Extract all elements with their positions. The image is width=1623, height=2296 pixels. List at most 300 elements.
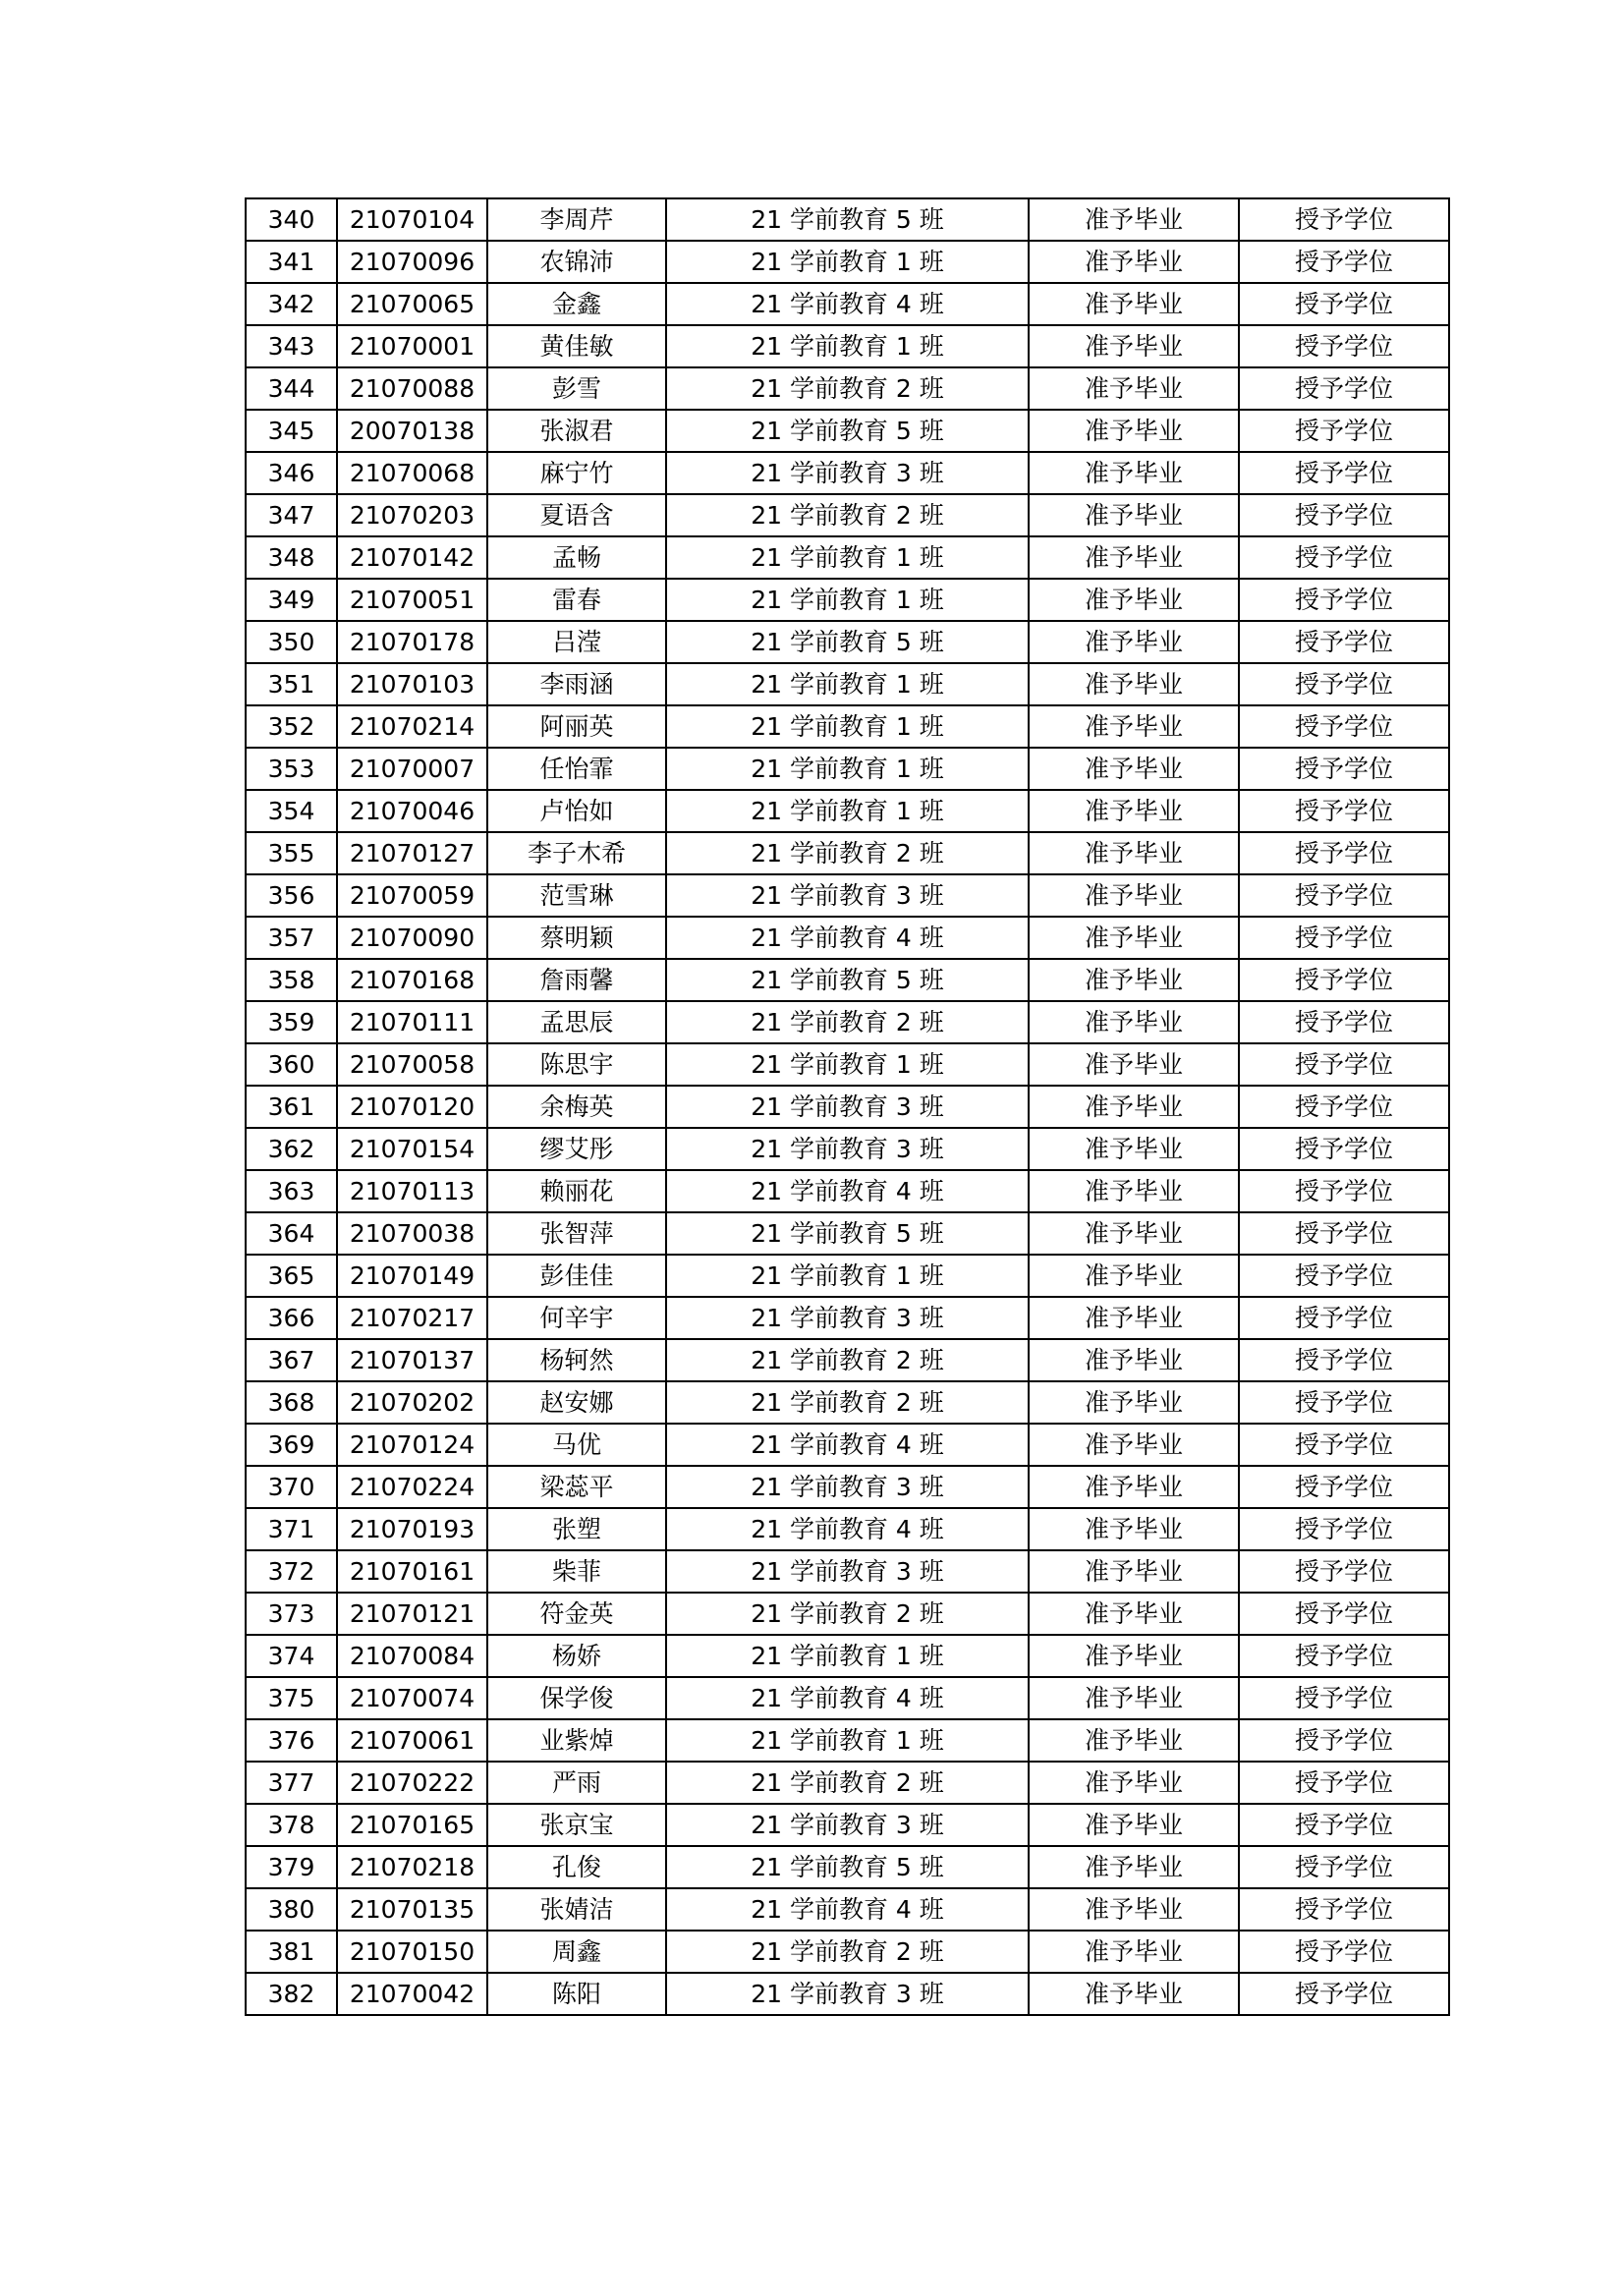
row-number-cell: 346 [246,452,337,494]
student-name-cell: 张智萍 [487,1212,666,1255]
graduation-status-cell: 准予毕业 [1029,1550,1239,1593]
class-cell: 21 学前教育 1 班 [666,325,1029,367]
graduation-status-cell: 准予毕业 [1029,325,1239,367]
row-number-cell: 357 [246,917,337,959]
row-number-cell: 372 [246,1550,337,1593]
degree-status-cell: 授予学位 [1239,917,1449,959]
student-name-cell: 马优 [487,1424,666,1466]
row-number-cell: 381 [246,1931,337,1973]
student-name-cell: 陈阳 [487,1973,666,2015]
student-id-cell: 21070124 [337,1424,487,1466]
class-cell: 21 学前教育 4 班 [666,1424,1029,1466]
student-name-cell: 卢怡如 [487,790,666,832]
graduation-status-cell: 准予毕业 [1029,1086,1239,1128]
graduation-status-cell: 准予毕业 [1029,198,1239,241]
student-name-cell: 彭佳佳 [487,1255,666,1297]
row-number-cell: 367 [246,1339,337,1381]
table-row [246,1762,1449,1804]
class-cell: 21 学前教育 4 班 [666,1508,1029,1550]
graduation-status-cell: 准予毕业 [1029,410,1239,452]
row-number-cell: 340 [246,198,337,241]
graduation-status-cell: 准予毕业 [1029,1804,1239,1846]
graduation-status-cell: 准予毕业 [1029,1846,1239,1888]
class-cell: 21 学前教育 2 班 [666,1381,1029,1424]
row-number-cell: 341 [246,241,337,283]
graduation-status-cell: 准予毕业 [1029,367,1239,410]
table-row [246,410,1449,452]
row-number-cell: 377 [246,1762,337,1804]
graduation-status-cell: 准予毕业 [1029,1001,1239,1043]
student-name-cell: 黄佳敏 [487,325,666,367]
student-id-cell: 21070142 [337,536,487,579]
student-name-cell: 孔俊 [487,1846,666,1888]
degree-status-cell: 授予学位 [1239,1931,1449,1973]
student-name-cell: 梁蕊平 [487,1466,666,1508]
row-number-cell: 366 [246,1297,337,1339]
table-row [246,1339,1449,1381]
graduation-status-cell: 准予毕业 [1029,1424,1239,1466]
graduation-status-cell: 准予毕业 [1029,1381,1239,1424]
row-number-cell: 362 [246,1128,337,1170]
degree-status-cell: 授予学位 [1239,410,1449,452]
student-id-cell: 21070051 [337,579,487,621]
student-name-cell: 赖丽花 [487,1170,666,1212]
row-number-cell: 351 [246,663,337,705]
degree-status-cell: 授予学位 [1239,1170,1449,1212]
degree-status-cell: 授予学位 [1239,832,1449,874]
table-row [246,452,1449,494]
student-name-cell: 严雨 [487,1762,666,1804]
table-row [246,874,1449,917]
table-row [246,790,1449,832]
degree-status-cell: 授予学位 [1239,1888,1449,1931]
student-id-cell: 21070224 [337,1466,487,1508]
class-cell: 21 学前教育 5 班 [666,959,1029,1001]
student-id-cell: 21070203 [337,494,487,536]
class-cell: 21 学前教育 1 班 [666,1043,1029,1086]
graduation-status-cell: 准予毕业 [1029,494,1239,536]
table-row [246,663,1449,705]
graduation-status-cell: 准予毕业 [1029,1973,1239,2015]
student-id-cell: 21070046 [337,790,487,832]
student-name-cell: 何辛宇 [487,1297,666,1339]
class-cell: 21 学前教育 5 班 [666,621,1029,663]
table-row [246,198,1449,241]
table-row [246,1931,1449,1973]
table-row [246,621,1449,663]
student-id-cell: 21070074 [337,1677,487,1719]
table-row [246,1804,1449,1846]
class-cell: 21 学前教育 5 班 [666,410,1029,452]
table-row [246,1255,1449,1297]
table-row [246,1297,1449,1339]
student-id-cell: 21070090 [337,917,487,959]
row-number-cell: 364 [246,1212,337,1255]
row-number-cell: 347 [246,494,337,536]
student-name-cell: 金鑫 [487,283,666,325]
graduation-status-cell: 准予毕业 [1029,1931,1239,1973]
graduation-status-cell: 准予毕业 [1029,663,1239,705]
class-cell: 21 学前教育 3 班 [666,874,1029,917]
degree-status-cell: 授予学位 [1239,959,1449,1001]
student-name-cell: 李子木希 [487,832,666,874]
table-row [246,1635,1449,1677]
row-number-cell: 353 [246,748,337,790]
class-cell: 21 学前教育 3 班 [666,1973,1029,2015]
row-number-cell: 379 [246,1846,337,1888]
graduation-status-cell: 准予毕业 [1029,536,1239,579]
graduation-status-cell: 准予毕业 [1029,241,1239,283]
class-cell: 21 学前教育 1 班 [666,241,1029,283]
student-id-cell: 21070149 [337,1255,487,1297]
table-row [246,1550,1449,1593]
table-row [246,1719,1449,1762]
graduation-status-cell: 准予毕业 [1029,1043,1239,1086]
graduation-status-cell: 准予毕业 [1029,1593,1239,1635]
row-number-cell: 355 [246,832,337,874]
row-number-cell: 349 [246,579,337,621]
row-number-cell: 363 [246,1170,337,1212]
student-name-cell: 阿丽英 [487,705,666,748]
student-name-cell: 李雨涵 [487,663,666,705]
degree-status-cell: 授予学位 [1239,536,1449,579]
student-id-cell: 21070121 [337,1593,487,1635]
student-id-cell: 21070104 [337,198,487,241]
row-number-cell: 350 [246,621,337,663]
student-id-cell: 21070178 [337,621,487,663]
degree-status-cell: 授予学位 [1239,1466,1449,1508]
table-row [246,494,1449,536]
graduation-status-cell: 准予毕业 [1029,917,1239,959]
student-name-cell: 范雪琳 [487,874,666,917]
graduation-status-cell: 准予毕业 [1029,1255,1239,1297]
row-number-cell: 348 [246,536,337,579]
student-name-cell: 詹雨馨 [487,959,666,1001]
graduation-status-cell: 准予毕业 [1029,1170,1239,1212]
table-row [246,832,1449,874]
class-cell: 21 学前教育 1 班 [666,748,1029,790]
row-number-cell: 358 [246,959,337,1001]
student-id-cell: 21070058 [337,1043,487,1086]
class-cell: 21 学前教育 3 班 [666,1297,1029,1339]
class-cell: 21 学前教育 3 班 [666,1550,1029,1593]
table-row [246,1888,1449,1931]
row-number-cell: 382 [246,1973,337,2015]
table-row [246,1212,1449,1255]
class-cell: 21 学前教育 2 班 [666,1762,1029,1804]
student-id-cell: 21070193 [337,1508,487,1550]
student-name-cell: 彭雪 [487,367,666,410]
degree-status-cell: 授予学位 [1239,874,1449,917]
degree-status-cell: 授予学位 [1239,241,1449,283]
row-number-cell: 360 [246,1043,337,1086]
student-name-cell: 孟畅 [487,536,666,579]
student-id-cell: 21070218 [337,1846,487,1888]
row-number-cell: 352 [246,705,337,748]
class-cell: 21 学前教育 1 班 [666,705,1029,748]
student-id-cell: 21070068 [337,452,487,494]
graduation-status-cell: 准予毕业 [1029,748,1239,790]
degree-status-cell: 授予学位 [1239,494,1449,536]
student-id-cell: 21070084 [337,1635,487,1677]
student-name-cell: 张塑 [487,1508,666,1550]
table-row [246,579,1449,621]
degree-status-cell: 授予学位 [1239,198,1449,241]
graduation-status-cell: 准予毕业 [1029,1466,1239,1508]
table-row [246,1846,1449,1888]
class-cell: 21 学前教育 1 班 [666,1635,1029,1677]
student-id-cell: 21070217 [337,1297,487,1339]
graduation-status-cell: 准予毕业 [1029,705,1239,748]
student-name-cell: 保学俊 [487,1677,666,1719]
table-row [246,1424,1449,1466]
graduation-status-cell: 准予毕业 [1029,959,1239,1001]
graduation-status-cell: 准予毕业 [1029,452,1239,494]
table-row [246,1466,1449,1508]
degree-status-cell: 授予学位 [1239,790,1449,832]
graduation-status-cell: 准予毕业 [1029,579,1239,621]
class-cell: 21 学前教育 5 班 [666,1846,1029,1888]
class-cell: 21 学前教育 4 班 [666,1170,1029,1212]
degree-status-cell: 授予学位 [1239,1508,1449,1550]
student-id-cell: 21070103 [337,663,487,705]
table-row [246,917,1449,959]
row-number-cell: 375 [246,1677,337,1719]
class-cell: 21 学前教育 3 班 [666,1466,1029,1508]
row-number-cell: 369 [246,1424,337,1466]
table-row [246,1677,1449,1719]
table-row [246,1086,1449,1128]
row-number-cell: 354 [246,790,337,832]
student-id-cell: 21070059 [337,874,487,917]
row-number-cell: 373 [246,1593,337,1635]
degree-status-cell: 授予学位 [1239,452,1449,494]
degree-status-cell: 授予学位 [1239,1804,1449,1846]
degree-status-cell: 授予学位 [1239,1255,1449,1297]
degree-status-cell: 授予学位 [1239,1339,1449,1381]
class-cell: 21 学前教育 2 班 [666,367,1029,410]
graduation-status-cell: 准予毕业 [1029,874,1239,917]
degree-status-cell: 授予学位 [1239,1001,1449,1043]
row-number-cell: 380 [246,1888,337,1931]
student-id-cell: 21070001 [337,325,487,367]
class-cell: 21 学前教育 5 班 [666,198,1029,241]
row-number-cell: 343 [246,325,337,367]
graduation-status-cell: 准予毕业 [1029,1762,1239,1804]
class-cell: 21 学前教育 1 班 [666,1719,1029,1762]
student-id-cell: 20070138 [337,410,487,452]
degree-status-cell: 授予学位 [1239,579,1449,621]
row-number-cell: 370 [246,1466,337,1508]
class-cell: 21 学前教育 1 班 [666,536,1029,579]
row-number-cell: 359 [246,1001,337,1043]
degree-status-cell: 授予学位 [1239,621,1449,663]
student-name-cell: 雷春 [487,579,666,621]
table-row [246,1508,1449,1550]
student-name-cell: 赵安娜 [487,1381,666,1424]
degree-status-cell: 授予学位 [1239,1424,1449,1466]
student-id-cell: 21070007 [337,748,487,790]
table-row [246,1381,1449,1424]
row-number-cell: 342 [246,283,337,325]
student-id-cell: 21070127 [337,832,487,874]
row-number-cell: 376 [246,1719,337,1762]
graduation-status-cell: 准予毕业 [1029,1212,1239,1255]
class-cell: 21 学前教育 1 班 [666,579,1029,621]
class-cell: 21 学前教育 2 班 [666,832,1029,874]
degree-status-cell: 授予学位 [1239,1550,1449,1593]
student-name-cell: 陈思宇 [487,1043,666,1086]
student-id-cell: 21070161 [337,1550,487,1593]
student-name-cell: 麻宁竹 [487,452,666,494]
graduation-status-cell: 准予毕业 [1029,790,1239,832]
graduation-status-cell: 准予毕业 [1029,832,1239,874]
row-number-cell: 374 [246,1635,337,1677]
degree-status-cell: 授予学位 [1239,748,1449,790]
degree-status-cell: 授予学位 [1239,1086,1449,1128]
table-row [246,1170,1449,1212]
student-id-cell: 21070038 [337,1212,487,1255]
degree-status-cell: 授予学位 [1239,1719,1449,1762]
student-id-cell: 21070154 [337,1128,487,1170]
graduation-status-cell: 准予毕业 [1029,1508,1239,1550]
student-name-cell: 孟思辰 [487,1001,666,1043]
student-name-cell: 吕滢 [487,621,666,663]
table-row [246,325,1449,367]
student-name-cell: 柴菲 [487,1550,666,1593]
table-body [246,198,1449,2015]
degree-status-cell: 授予学位 [1239,1043,1449,1086]
degree-status-cell: 授予学位 [1239,283,1449,325]
graduation-status-cell: 准予毕业 [1029,1297,1239,1339]
student-id-cell: 21070065 [337,283,487,325]
degree-status-cell: 授予学位 [1239,1846,1449,1888]
class-cell: 21 学前教育 1 班 [666,663,1029,705]
student-id-cell: 21070113 [337,1170,487,1212]
class-cell: 21 学前教育 3 班 [666,452,1029,494]
degree-status-cell: 授予学位 [1239,1381,1449,1424]
class-cell: 21 学前教育 1 班 [666,790,1029,832]
student-name-cell: 农锦沛 [487,241,666,283]
row-number-cell: 365 [246,1255,337,1297]
student-id-cell: 21070168 [337,959,487,1001]
student-name-cell: 余梅英 [487,1086,666,1128]
table-row [246,705,1449,748]
student-name-cell: 张淑君 [487,410,666,452]
degree-status-cell: 授予学位 [1239,1297,1449,1339]
degree-status-cell: 授予学位 [1239,1677,1449,1719]
student-name-cell: 张京宝 [487,1804,666,1846]
degree-status-cell: 授予学位 [1239,1128,1449,1170]
class-cell: 21 学前教育 3 班 [666,1086,1029,1128]
table-row [246,1973,1449,2015]
student-id-cell: 21070165 [337,1804,487,1846]
student-id-cell: 21070214 [337,705,487,748]
student-name-cell: 蔡明颖 [487,917,666,959]
table-row [246,1128,1449,1170]
class-cell: 21 学前教育 2 班 [666,1931,1029,1973]
student-id-cell: 21070202 [337,1381,487,1424]
graduation-status-cell: 准予毕业 [1029,1339,1239,1381]
student-id-cell: 21070096 [337,241,487,283]
student-id-cell: 21070088 [337,367,487,410]
class-cell: 21 学前教育 3 班 [666,1128,1029,1170]
class-cell: 21 学前教育 4 班 [666,283,1029,325]
table-row [246,1593,1449,1635]
student-name-cell: 杨轲然 [487,1339,666,1381]
table-row [246,1001,1449,1043]
row-number-cell: 368 [246,1381,337,1424]
table-row [246,367,1449,410]
row-number-cell: 356 [246,874,337,917]
class-cell: 21 学前教育 2 班 [666,494,1029,536]
student-id-cell: 21070120 [337,1086,487,1128]
degree-status-cell: 授予学位 [1239,1593,1449,1635]
degree-status-cell: 授予学位 [1239,1212,1449,1255]
degree-status-cell: 授予学位 [1239,325,1449,367]
degree-status-cell: 授予学位 [1239,1635,1449,1677]
row-number-cell: 361 [246,1086,337,1128]
student-id-cell: 21070135 [337,1888,487,1931]
degree-status-cell: 授予学位 [1239,1973,1449,2015]
table-row [246,241,1449,283]
graduation-status-cell: 准予毕业 [1029,621,1239,663]
class-cell: 21 学前教育 2 班 [666,1339,1029,1381]
student-name-cell: 李周芹 [487,198,666,241]
class-cell: 21 学前教育 1 班 [666,1255,1029,1297]
class-cell: 21 学前教育 4 班 [666,1677,1029,1719]
student-name-cell: 杨娇 [487,1635,666,1677]
graduation-status-cell: 准予毕业 [1029,1128,1239,1170]
graduation-status-cell: 准予毕业 [1029,1888,1239,1931]
graduation-record-table [245,197,1450,2016]
student-name-cell: 任怡霏 [487,748,666,790]
student-id-cell: 21070222 [337,1762,487,1804]
degree-status-cell: 授予学位 [1239,367,1449,410]
row-number-cell: 378 [246,1804,337,1846]
student-id-cell: 21070150 [337,1931,487,1973]
class-cell: 21 学前教育 2 班 [666,1593,1029,1635]
student-id-cell: 21070137 [337,1339,487,1381]
table-row [246,748,1449,790]
row-number-cell: 371 [246,1508,337,1550]
class-cell: 21 学前教育 5 班 [666,1212,1029,1255]
row-number-cell: 345 [246,410,337,452]
graduation-status-cell: 准予毕业 [1029,1677,1239,1719]
student-name-cell: 业紫焯 [487,1719,666,1762]
degree-status-cell: 授予学位 [1239,705,1449,748]
student-id-cell: 21070061 [337,1719,487,1762]
student-id-cell: 21070042 [337,1973,487,2015]
graduation-status-cell: 准予毕业 [1029,1635,1239,1677]
class-cell: 21 学前教育 2 班 [666,1001,1029,1043]
student-name-cell: 缪艾彤 [487,1128,666,1170]
student-id-cell: 21070111 [337,1001,487,1043]
student-name-cell: 张婧洁 [487,1888,666,1931]
degree-status-cell: 授予学位 [1239,663,1449,705]
table-row [246,1043,1449,1086]
class-cell: 21 学前教育 4 班 [666,1888,1029,1931]
class-cell: 21 学前教育 3 班 [666,1804,1029,1846]
table-row [246,283,1449,325]
graduation-status-cell: 准予毕业 [1029,1719,1239,1762]
table-row [246,959,1449,1001]
student-name-cell: 周鑫 [487,1931,666,1973]
student-name-cell: 夏语含 [487,494,666,536]
degree-status-cell: 授予学位 [1239,1762,1449,1804]
table-row [246,536,1449,579]
student-name-cell: 符金英 [487,1593,666,1635]
